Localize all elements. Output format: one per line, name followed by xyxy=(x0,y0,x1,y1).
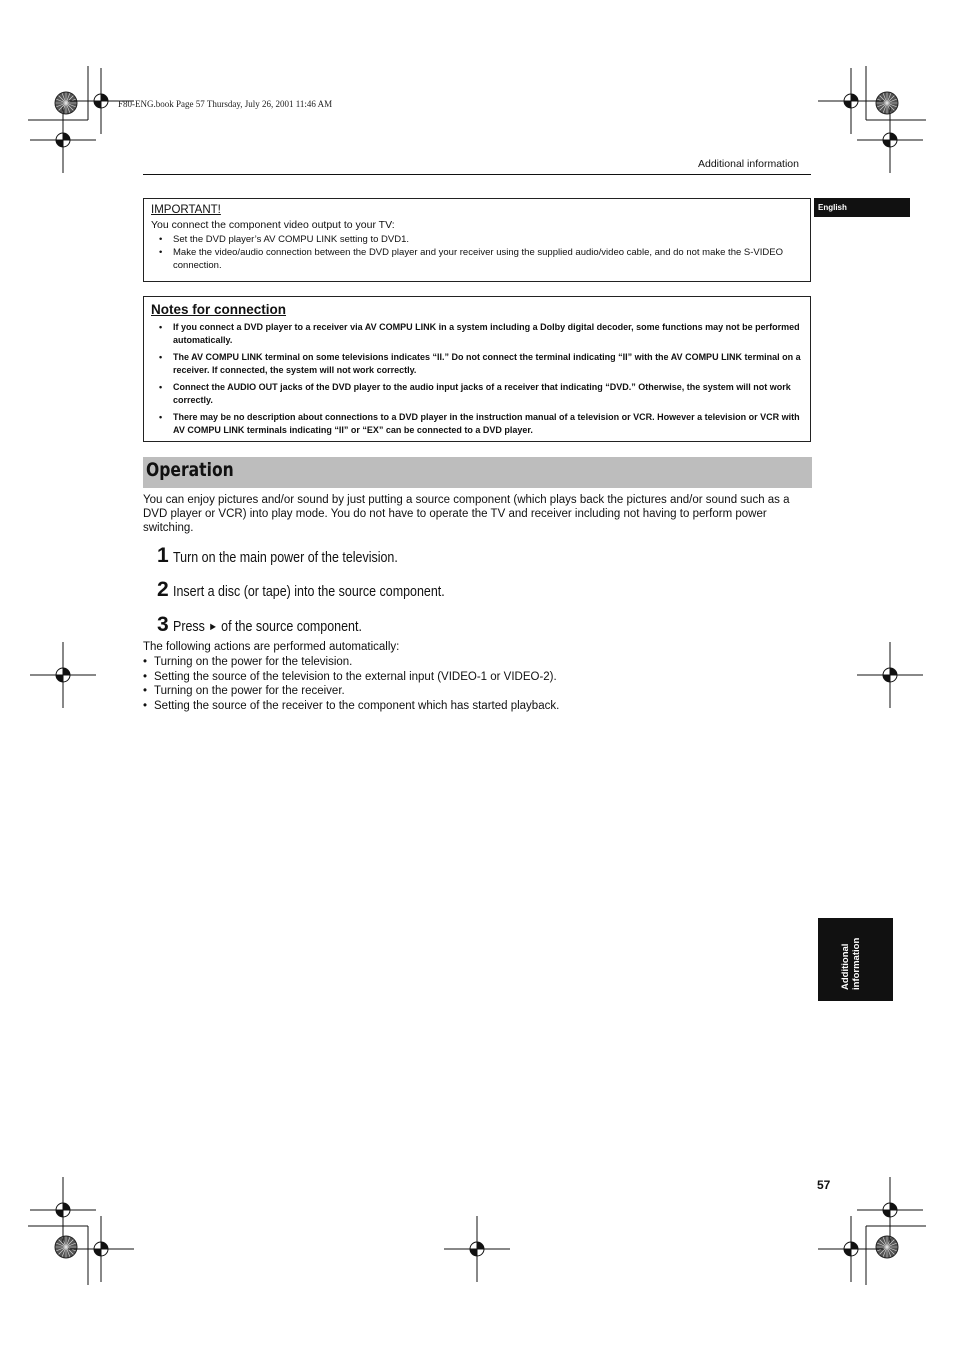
step-number: 2 xyxy=(157,578,169,601)
list-item: • Make the video/audio connection between the DVD player and your receiver using the supplied audio/video cable, and do not make the S-VIDEO connection. xyxy=(151,246,803,272)
step-2 xyxy=(157,578,489,602)
list-item: • Setting the source of the receiver to the component which has started playback. xyxy=(143,699,559,714)
step-text: Turn on the main power of the television. xyxy=(172,550,398,566)
notes-list xyxy=(151,321,803,437)
step-text: Insert a disc (or tape) into the source component. xyxy=(172,584,445,600)
operation-paragraph: You can enjoy pictures and/or sound by just putting a source component (which plays back the pictures and/or sound such as a DVD player or VCR) into play mode. You do not have to operate the TV and receiver including not having to perform power switching. xyxy=(143,494,790,535)
step-1 xyxy=(157,544,434,568)
step-text-after: of the source component. xyxy=(220,619,362,635)
important-list xyxy=(151,233,803,272)
important-intro: You connect the component video output to your TV: xyxy=(151,219,395,231)
side-tab-line2: information xyxy=(851,937,862,990)
list-item: • Turning on the power for the receiver. xyxy=(143,684,559,699)
auto-actions-list xyxy=(143,655,559,713)
important-box xyxy=(143,198,811,282)
step-number: 1 xyxy=(157,544,169,567)
print-info-line: F80-ENG.book Page 57 Thursday, July 26, 2001 11:46 AM xyxy=(118,99,333,109)
language-tab: English xyxy=(814,198,910,217)
auto-actions-intro: The following actions are performed automatically: xyxy=(143,641,400,653)
step-text-before: Press xyxy=(172,619,205,635)
list-item: • Set the DVD player’s AV COMPU LINK setting to DVD1. xyxy=(151,233,803,246)
notes-heading: Notes for connection xyxy=(151,302,287,317)
list-item: • There may be no description about connections to a DVD player in the instruction manual of a television or VCR. However a television or VCR with AV COMPU LINK terminals indicating “II” or “EX” can be connected to a DVD player. xyxy=(151,411,803,437)
important-label: IMPORTANT! xyxy=(151,204,221,216)
list-item: • Setting the source of the television to the external input (VIDEO-1 or VIDEO-2). xyxy=(143,670,559,685)
header-rule xyxy=(143,174,811,175)
page-number: 57 xyxy=(817,1178,831,1192)
list-item: • If you connect a DVD player to a receiver via AV COMPU LINK in a system including a Dolby digital decoder, some functions may not be performed automatically. xyxy=(151,321,803,347)
list-item: • Turning on the power for the television. xyxy=(143,655,559,670)
side-tab-line1: Additional xyxy=(840,943,851,990)
notes-box xyxy=(143,296,811,442)
play-icon: ► xyxy=(208,621,218,633)
step-3 xyxy=(157,613,392,637)
side-tab-label xyxy=(840,938,862,990)
operation-title: Operation xyxy=(146,459,234,481)
side-section-tab xyxy=(818,918,893,1001)
step-text xyxy=(173,619,362,635)
section-title: Additional information xyxy=(698,158,799,170)
list-item: • The AV COMPU LINK terminal on some televisions indicates “II.” Do not connect the terminal indicating “II” with the AV COMPU LINK terminal on a receiver. If connected, the system will not work correctly. xyxy=(151,351,803,377)
step-number: 3 xyxy=(157,613,169,636)
list-item: • Connect the AUDIO OUT jacks of the DVD player to the audio input jacks of a receiver that indicating “DVD.” Otherwise, the system will not work correctly. xyxy=(151,381,803,407)
operation-heading-bar xyxy=(143,457,812,488)
